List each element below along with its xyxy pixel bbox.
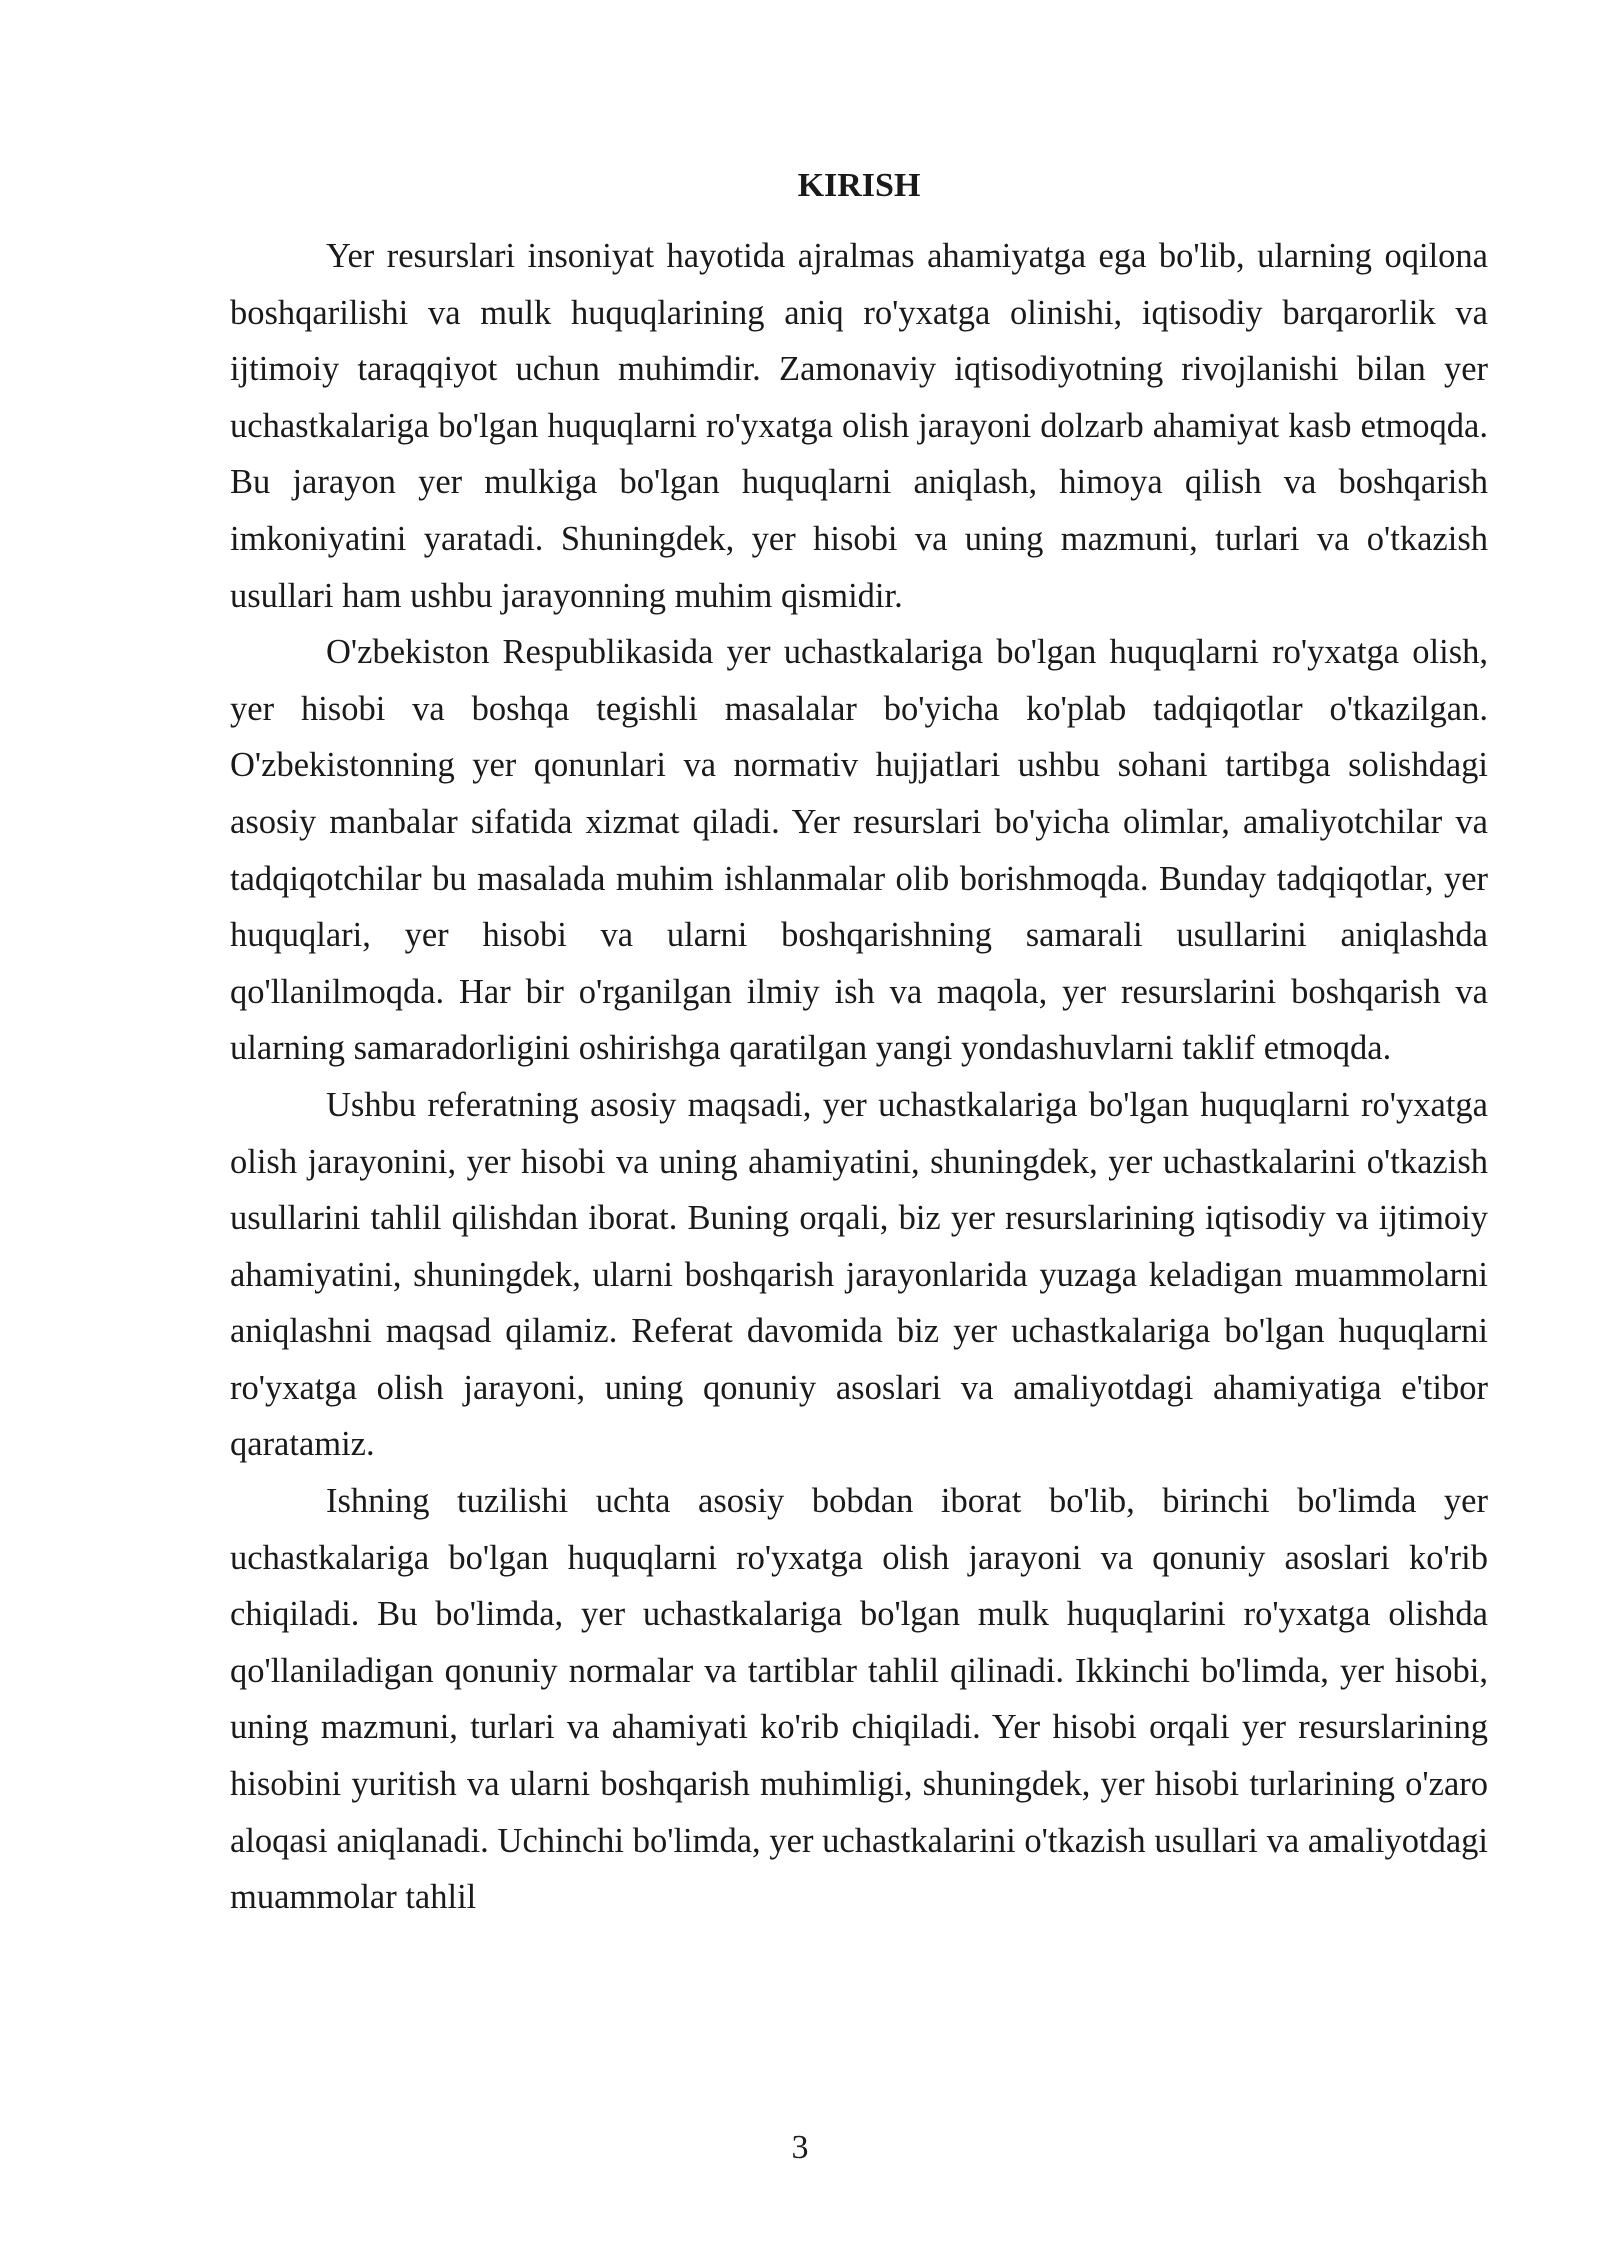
paragraph-2: O'zbekiston Respublikasida yer uchastkalariga bo'lgan huquqlarni ro'yxatga olish, yer hisobi va boshqa tegishli masalalar bo'yicha ko'plab tadqiqotlar o'tkazilgan. O'zbekistonning yer qonunlari va normativ hujjatlari ushbu sohani tartibga solishdagi asosiy manbalar sifatida xizmat qiladi. Yer resurslari bo'yicha olimlar, amaliyotchilar va tadqiqotchilar bu masalada muhim ishlanmalar olib borishmoqda. Bunday tadqiqotlar, yer huquqlari, yer hisobi va ularni boshqarishning samarali usullarini aniqlashda qo'llanilmoqda. Har bir o'rganilgan ilmiy ish va maqola, yer resurslarini boshqarish va ularning samaradorligini oshirishga qaratilgan yangi yondashuvlarni taklif etmoqda. bbox=[230, 633, 1488, 1068]
paragraph-1: Yer resurslari insoniyat hayotida ajralmas ahamiyatga ega bo'lib, ularning oqilona boshqarilishi va mulk huquqlarining aniq ro'yxatga olinishi, iqtisodiy barqarorlik va ijtimoiy taraqqiyot uchun muhimdir. Zamonaviy iqtisodiyotning rivojlanishi bilan yer uchastkalariga bo'lgan huquqlarni ro'yxatga olish jarayoni dolzarb ahamiyat kasb etmoqda. Bu jarayon yer mulkiga bo'lgan huquqlarni aniqlash, himoya qilish va boshqarish imkoniyatini yaratadi. Shuningdek, yer hisobi va uning mazmuni, turlari va o'tkazish usullari ham ushbu jarayonning muhim qismidir. bbox=[230, 237, 1488, 615]
page-content bbox=[230, 162, 1488, 1926]
paragraph-3: Ushbu referatning asosiy maqsadi, yer uchastkalariga bo'lgan huquqlarni ro'yxatga olish jarayonini, yer hisobi va uning ahamiyatini, shuningdek, yer uchastkalarini o'tkazish usullarini tahlil qilishdan iborat. Buning orqali, biz yer resurslarining iqtisodiy va ijtimoiy ahamiyatini, shuningdek, ularni boshqarish jarayonlarida yuzaga keladigan muammolarni aniqlashni maqsad qilamiz. Referat davomida biz yer uchastkalariga bo'lgan huquqlarni ro'yxatga olish jarayoni, uning qonuniy asoslari va amaliyotdagi ahamiyatiga e'tibor qaratamiz. bbox=[230, 1085, 1488, 1464]
paragraph-4: Ishning tuzilishi uchta asosiy bobdan iborat bo'lib, birinchi bo'limda yer uchastkalariga bo'lgan huquqlarni ro'yxatga olish jarayoni va qonuniy asoslari ko'rib chiqiladi. Bu bo'limda, yer uchastkalariga bo'lgan mulk huquqlarini ro'yxatga olishda qo'llaniladigan qonuniy normalar va tartiblar tahlil qilinadi. Ikkinchi bo'limda, yer hisobi, uning mazmuni, turlari va ahamiyati ko'rib chiqiladi. Yer hisobi orqali yer resurslarining hisobini yuritish va ularni boshqarish muhimligi, shuningdek, yer hisobi turlarining o'zaro aloqasi aniqlanadi. Uchinchi bo'limda, yer uchastkalarini o'tkazish usullari va amaliyotdagi muammolar tahlil bbox=[230, 1482, 1488, 1917]
page-title: KIRISH bbox=[797, 167, 921, 204]
page-number: 3 bbox=[791, 2129, 809, 2166]
